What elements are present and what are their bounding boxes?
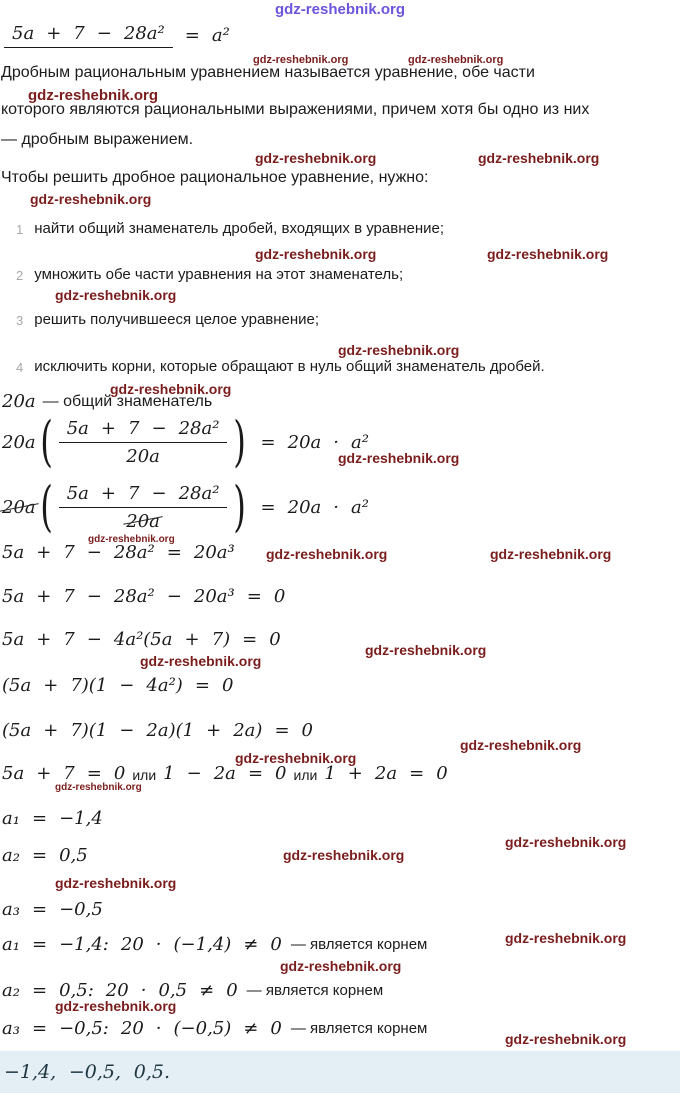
watermark: gdz-reshebnik.org [28,87,159,104]
definition-line-3: — дробным выражением. [1,131,194,148]
close-paren: ) [233,475,247,538]
watermark: gdz-reshebnik.org [255,150,377,166]
initial-equation [2,22,230,48]
watermark: gdz-reshebnik.org [338,342,460,358]
equation-grouped [2,629,281,650]
watermark: gdz-reshebnik.org [460,737,582,753]
watermark: gdz-reshebnik.org [30,191,152,207]
watermark: gdz-reshebnik.org [487,246,609,262]
fraction-denominator: 20a [126,446,160,467]
common-denominator-note [2,391,212,412]
equation-text: 5a + 7 − 4a²(5a + 7) = 0 [2,629,281,650]
open-paren: ( [39,410,53,473]
step-text: решить получившееся целое уравнение; [34,311,320,328]
watermark: gdz-reshebnik.org [283,847,405,863]
watermark: gdz-reshebnik.org [505,1031,627,1047]
initial-equation-rhs: = a² [184,24,230,46]
or-word: или [132,766,157,783]
watermark: gdz-reshebnik.org [365,642,487,658]
denominator-label: — общий знаменатель [42,392,213,410]
case-3: 1 + 2a = 0 [324,763,448,784]
check-label: — является корнем [290,1020,428,1037]
watermark: gdz-reshebnik.org [490,546,612,562]
watermark: gdz-reshebnik.org [88,534,175,545]
fraction-numerator: 5a + 7 − 28a² [59,482,228,508]
watermark: gdz-reshebnik.org [140,653,262,669]
root-a1 [2,808,103,829]
check-math: a₃ = −0,5: 20 · (−0,5) ≠ 0 [2,1018,282,1039]
instruction-step-1 [16,220,444,237]
root-a3 [2,899,103,920]
step-text: найти общий знаменатель дробей, входящих в уравнение; [34,220,445,237]
watermark: gdz-reshebnik.org [55,875,177,891]
watermark: gdz-reshebnik.org [266,546,388,562]
watermark: gdz-reshebnik.org [55,998,177,1014]
check-a1 [2,934,427,955]
watermark: gdz-reshebnik.org [505,834,627,850]
equation-text: 5a + 7 − 28a² = 20a³ [2,542,235,563]
watermark: gdz-reshebnik.org [478,150,600,166]
instruction-step-3 [16,311,319,328]
fraction [4,22,173,48]
denominator-value: 20a [2,391,36,412]
check-math: a₁ = −1,4: 20 · (−1,4) ≠ 0 [2,934,282,955]
equation-cancelled [2,475,369,538]
fraction-numerator: 5a + 7 − 28a² [59,417,228,443]
watermark: gdz-reshebnik.org [235,750,357,766]
equation-factored-full [2,720,313,741]
multiplier-cancelled: 20a [2,496,36,518]
definition-line-2: которого являются рациональными выражениями, причем хотя бы одно из них [1,101,590,118]
watermark: gdz-reshebnik.org [280,958,402,974]
open-paren: ( [39,475,53,538]
instructions-heading: Чтобы решить дробное рациональное уравнение, нужно: [1,169,429,186]
step-text: умножить обе части уравнения на этот знаменатель; [34,266,404,283]
equation-text: 5a + 7 − 28a² − 20a³ = 0 [2,586,286,607]
check-math: a₂ = 0,5: 20 · 0,5 ≠ 0 [2,980,238,1001]
equation-multiplied [2,410,369,473]
step-number: 2 [16,268,24,283]
equation-cases [2,763,448,784]
site-watermark-top: gdz-reshebnik.org [274,1,405,18]
watermark: gdz-reshebnik.org [110,381,232,397]
watermark: gdz-reshebnik.org [253,54,349,66]
step-number: 1 [16,222,24,237]
fraction [59,417,228,467]
watermark: gdz-reshebnik.org [55,782,142,793]
fraction-denominator-cancelled: 20a [126,508,160,532]
watermark: gdz-reshebnik.org [505,930,627,946]
instruction-step-4 [16,358,545,375]
fraction [59,482,228,532]
answer-text: −1,4, −0,5, 0,5. [4,1061,170,1083]
root-value: a₂ = 0,5 [2,845,88,866]
step-number: 3 [16,313,24,328]
watermark: gdz-reshebnik.org [55,287,177,303]
watermark: gdz-reshebnik.org [255,246,377,262]
check-label: — является корнем [290,936,428,953]
equation-rhs: = 20a · a² [260,496,369,518]
multiplier: 20a [2,431,36,453]
equation-text: (5a + 7)(1 − 2a)(1 + 2a) = 0 [2,720,313,741]
case-2: 1 − 2a = 0 [163,763,287,784]
or-word: или [293,766,318,783]
check-a2 [2,980,383,1001]
case-1: 5a + 7 = 0 [2,763,126,784]
watermark: gdz-reshebnik.org [338,450,460,466]
equation-cleared [2,542,235,563]
definition-line-1: Дробным рациональным уравнением называется уравнение, обе части [1,64,535,81]
equation-text: (5a + 7)(1 − 4a²) = 0 [2,675,234,696]
check-a3 [2,1018,427,1039]
step-text: исключить корни, которые обращают в нуль общий знаменатель дробей. [34,358,545,375]
root-value: a₁ = −1,4 [2,808,103,829]
root-value: a₃ = −0,5 [2,899,103,920]
watermark: gdz-reshebnik.org [408,54,504,66]
step-number: 4 [16,360,24,375]
equation-rhs: = 20a · a² [260,431,369,453]
answer-bar [0,1051,680,1093]
equation-factored [2,675,233,696]
instruction-step-2 [16,266,403,283]
fraction-numerator: 5a + 7 − 28a² [4,22,173,48]
check-label: — является корнем [246,982,384,999]
close-paren: ) [233,410,247,473]
equation-moved-terms [2,586,285,607]
root-a2 [2,845,88,866]
